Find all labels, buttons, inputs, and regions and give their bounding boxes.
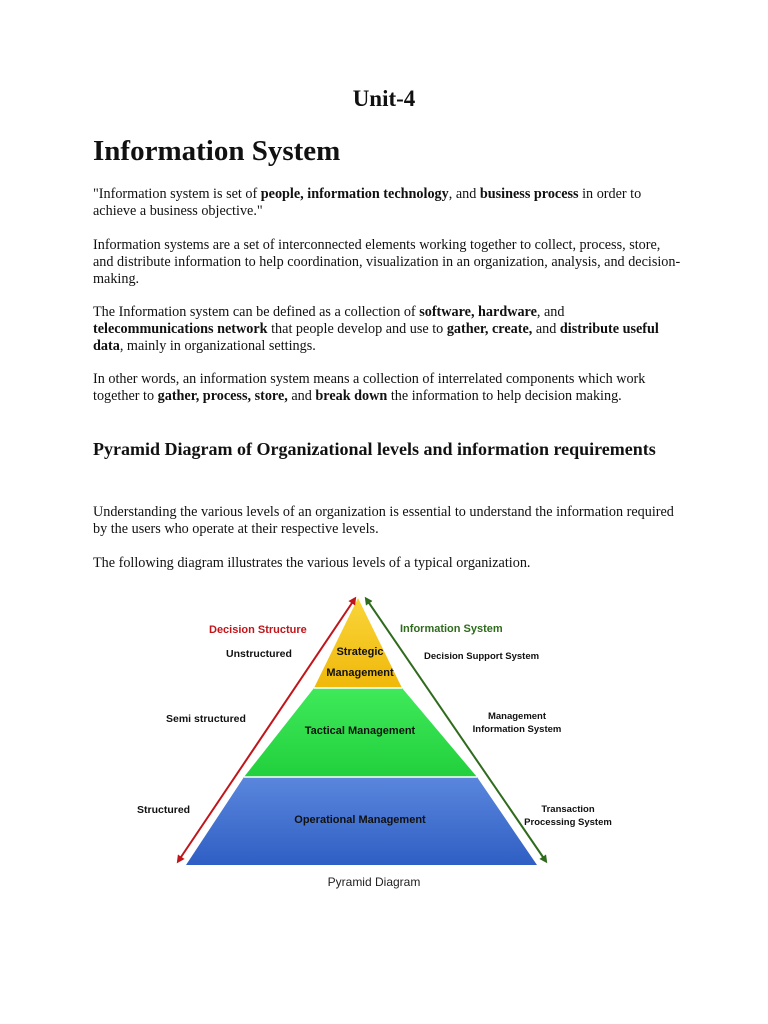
bold-term: people, information technology [260,186,449,202]
text-run: and [287,388,316,404]
text-run: the information to help decision making. [387,388,622,404]
text-run: Information systems are a set of interconnected elements working together to collect, process, store, and distribute information to help coordination, visualization in an organization, analysis, and decision-making. [93,237,681,287]
structured-label: Structured [137,804,191,816]
bold-term: software, hardware [419,304,537,320]
tps-label-line1: Transaction [541,804,595,815]
text-run: In other words, an information system means a collection of interrelated components which work together to [93,371,646,404]
bold-term: gather, create, [446,321,533,337]
bold-term: business process [479,186,579,202]
mis-label-line1: Management [487,711,547,722]
dss-label: Decision Support System [424,651,540,662]
semi-structured-label: Semi structured [166,713,246,725]
text-run: , and [536,304,565,320]
decision-structure-label: Decision Structure [209,624,307,636]
text-run: The Information system can be defined as a collection of [93,304,420,320]
tps-label-line2: Processing System [524,817,612,828]
text-run: in order to achieve a business objective." [93,186,642,219]
text-run: , mainly in organizational settings. [119,338,316,354]
information-system-label: Information System [400,623,503,635]
unit-heading: Unit-4 [352,86,416,111]
page-title: Information System [93,135,341,167]
bold-term: gather, process, store, [157,388,288,404]
mis-label-line2: Information System [472,724,562,735]
levels-paragraph: Understanding the various levels of an organization is essential to understand the information required by the users who operate at their respective levels. [93,504,674,537]
bold-term: distribute useful data [93,321,659,354]
unstructured-label: Unstructured [226,648,292,660]
diagram-intro-paragraph: The following diagram illustrates the various levels of a typical organization. [93,555,531,571]
text-run: and [532,321,560,337]
strategic-label-line2: Management [326,667,394,679]
operational-label: Operational Management [294,814,426,826]
text-run: that people develop and use to [267,321,447,337]
text-run: "Information system is set of [93,186,261,202]
text-run: , and [448,186,480,202]
bold-term: break down [315,388,388,404]
pyramid-section-heading: Pyramid Diagram of Organizational levels and information requirements [93,439,656,459]
bold-term: telecommunications network [93,321,268,337]
strategic-label-line1: Strategic [336,646,384,658]
diagram-caption: Pyramid Diagram [327,875,421,889]
tactical-label: Tactical Management [304,725,416,737]
